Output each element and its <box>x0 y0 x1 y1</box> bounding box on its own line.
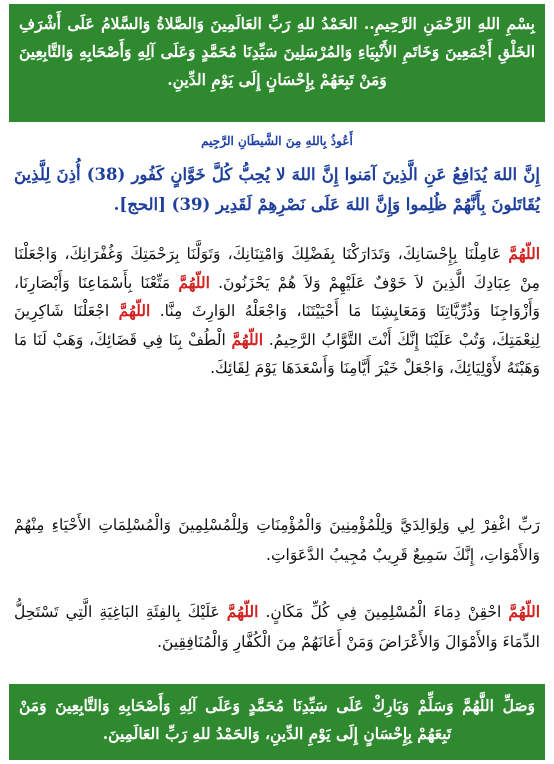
oppressed-text: عَلَيْكَ بِالفِئَةِ البَاغِيَةِ الَّتِي تَسْتَحِلُّ الدِّمَاءَ وَالأَمْوَالَ وَالأَعْرَاضَ وَمَنْ أَعَانَهُمْ مِنَ الْكُفَّارِ وَالْمُنَافِقِينَ. <box>14 603 540 651</box>
prayer-text: الْطُفْ بِنَا فِي قَضَائِكَ، وَهَبْ لَنَا مَا وَهَبْتَهُ لأَوْلِيَائِكَ، وَاجْعَلْ خَيْرَ أَيَّامِنَا وَأَسْعَدَهَا يَوْمَ لِقَائِكَ. <box>14 330 540 377</box>
prayer-text: عَامِلْنَا بِإِحْسَانِكَ، وَتَدَارَكْنَا بِفَضْلِكَ وَامْتِنَانِكَ، وَتَوَلَّنَا بِرَحْمَتِكَ وَغُفْرَانِكَ، وَاجْعَلْنَا مِنْ عِبَادِكَ الَّذِينَ لاَ خَوْفٌ عَلَيْهِمْ وَلاَ هُمْ يَحْزَنُونَ. <box>14 245 540 292</box>
opening-text: بِسْمِ اللهِ الرَّحْمَنِ الرَّحِيمِ.. الحَمْدُ للهِ رَبِّ العَالَمِينَ وَالصَّلاةُ وَالسَّلامُ عَلَى أَشْرَفِ الخَلْقِ أَجْمَعِينَ وَخَاتَمِ الأَنْبِيَاءِ وَالمُرْسَلِينَ سَيِّدِنَا مُحَمَّدٍ وَعَلَى آلِهِ وَأَصْحَابِهِ وَالتَّابِعِينَ وَمَنْ تَبِعَهُمْ بِإِحْسَانٍ إِلَى يَوْمِ الدِّينِ. <box>19 14 535 89</box>
allahumma-highlight: اللّهُمَّ <box>226 602 259 621</box>
allahumma-highlight: اللّهُمَّ <box>231 329 264 349</box>
istiadha: أَعُوذُ بِاللهِ مِنَ الشَّيطَانِ الرَّجِيم <box>201 134 353 148</box>
allahumma-highlight: اللّهُمَّ <box>508 244 540 263</box>
closing-banner <box>9 684 545 760</box>
allahumma-highlight: اللّهُمَّ <box>118 301 151 320</box>
opening-banner <box>9 4 545 122</box>
allahumma-highlight: اللّهُمَّ <box>178 272 210 292</box>
prayer-text: مَتِّعْنَا بِأَسْمَاعِنَا وَأَبْصَارِنَا، وَأَزْوَاجِنَا وَذُرِّيَّاتِنَا وَمَعَايِشِنَا مَا أَحْيَيْتَنَا، وَاجْعَلْهُ الوَارِثَ مِنَّا. <box>14 273 540 320</box>
oppressed-text: احْقِنْ دِمَاءَ الْمُسْلِمِينَ فِي كُلِّ مَكَانٍ. <box>258 603 509 621</box>
quran-verse-text: إِنَّ اللهَ يُدَافِعُ عَنِ الَّذِينَ آمَنوا إِنَّ اللهَ لا يُحِبُّ كُلَّ خَوَّانٍ كَفُور (38) أُذِنَ لِلَّذِينَ يُقَاتَلونَ بِأَنَّهُمْ ظُلِموا وَإِنَّ اللهَ عَلَى نَصْرِهِمْ لَقَدِير (39) <box>14 165 540 214</box>
prayer-text: اجْعَلْنَا شَاكِرِينَ لِنِعْمَتِكَ، وَتُبْ عَلَيْنَا إِنَّكَ أَنْتَ التَّوَّابُ الرَّحِيمُ. <box>14 302 540 349</box>
forgiveness-paragraph: رَبِّ اغْفِرْ لِي وَلِوَالِدَيَّ وَلِلْمُؤْمِنِينَ وَالْمُؤْمِنَاتِ وَلِلْمُسْلِمِينَ وَالْمُسْلِمَاتِ الأَحْيَاءِ مِنْهُمْ وَالأَمْوَاتِ، إِنَّكَ سَمِيعٌ قَرِيبٌ مُجِيبُ الدَّعَوَاتِ. <box>14 516 540 564</box>
quran-verse <box>14 160 540 220</box>
closing-text: وَصَلِّ اللَّهُمَّ وَسَلِّمْ وَبَارِكْ عَلَى سَيِّدِنَا مُحَمَّدٍ وَعَلَى آلِهِ وَأَصْحَابِهِ وَالتَّابِعِينَ وَمَنْ تَبِعَهُمْ بِإِحْسَانٍ إِلَى يَوْمِ الدِّينِ، وَالحَمْدُ للهِ رَبِّ العَالَمِينَ. <box>19 696 535 743</box>
quran-source: [الحج]. <box>113 195 166 214</box>
allahumma-highlight: اللّهُمَّ <box>508 602 540 621</box>
oppressed-paragraph <box>14 597 540 657</box>
prayer-paragraph <box>14 240 540 383</box>
